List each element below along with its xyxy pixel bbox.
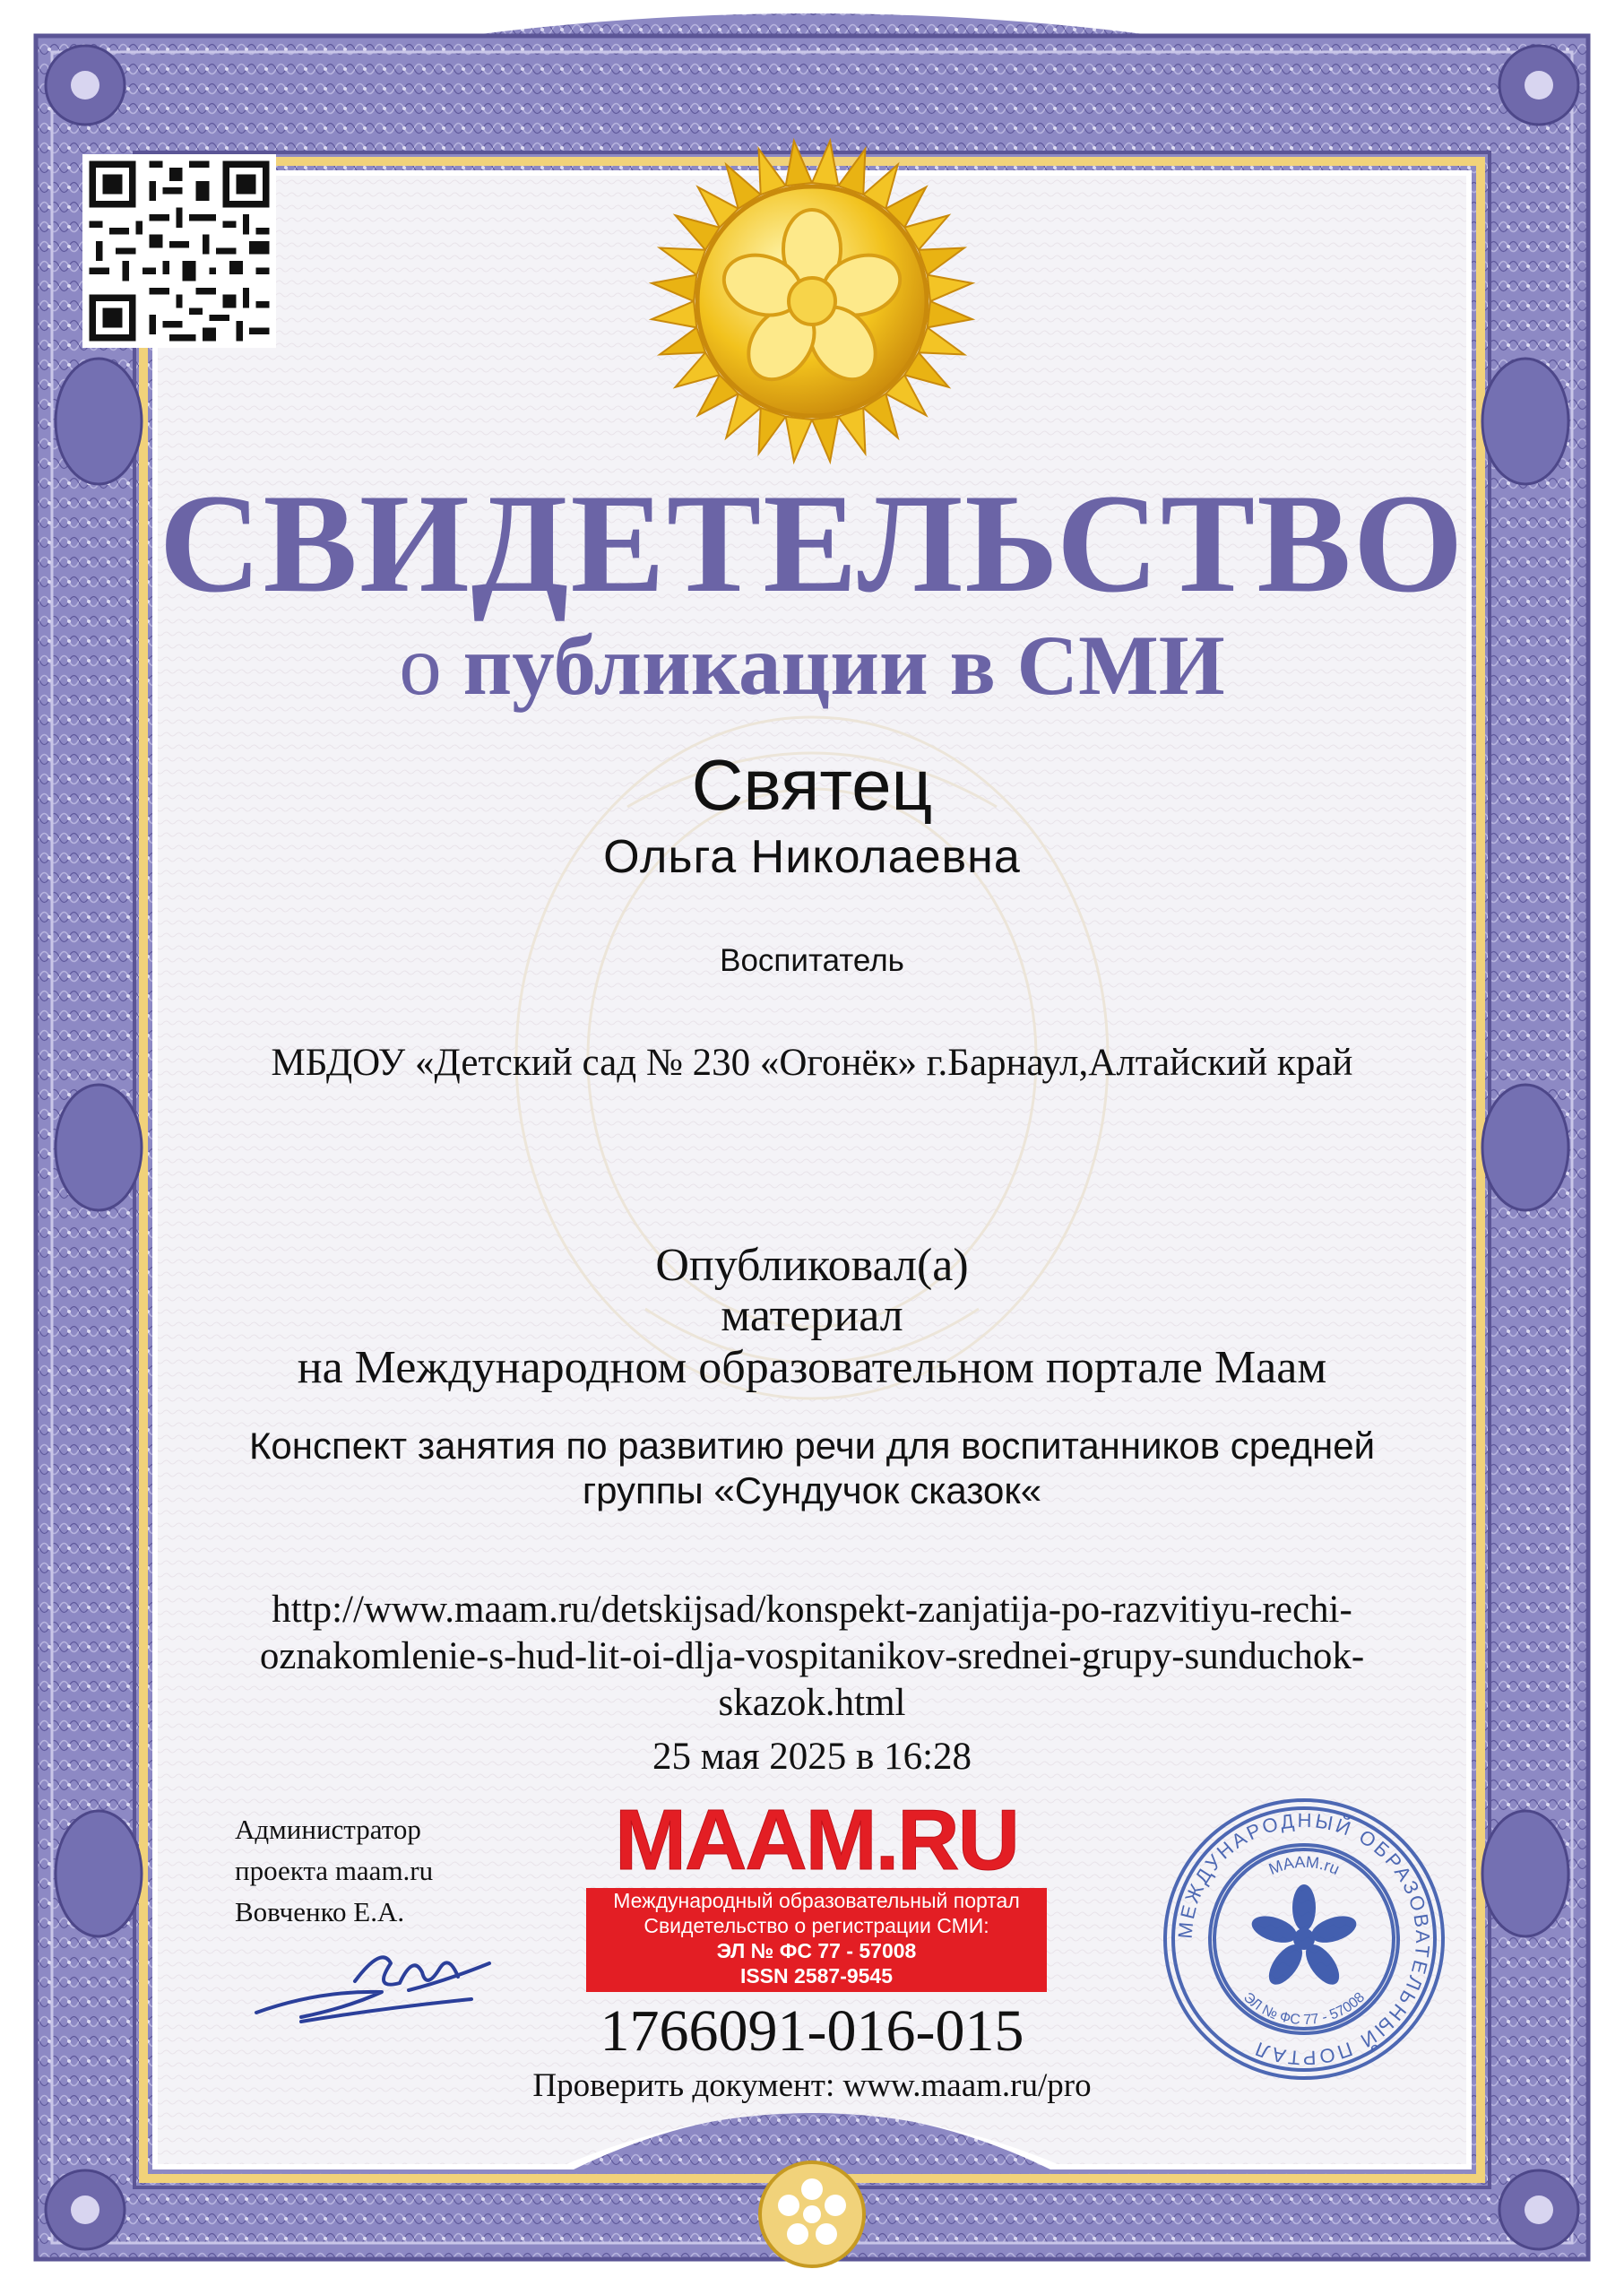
medal-ray bbox=[838, 408, 865, 454]
logo-line-2: Свидетельство о регистрации СМИ: bbox=[644, 1914, 989, 1937]
medal-ray bbox=[919, 248, 964, 275]
recipient-organization: МБДОУ «Детский сад № 230 «Огонёк» г.Барнаул,Алтайский край bbox=[271, 1042, 1353, 1084]
material-url-line-3[interactable]: skazok.html bbox=[718, 1682, 906, 1724]
subtitle-main: публикации в СМИ bbox=[462, 618, 1225, 713]
svg-text:MAAM.ru bbox=[1266, 1853, 1343, 1878]
admin-line-1: Администратор bbox=[235, 1814, 421, 1845]
stamp-inner-text: MAAM.ru bbox=[1266, 1852, 1343, 1879]
medal-ray bbox=[652, 301, 696, 327]
logo-wordmark: MAAM.RU bbox=[615, 1792, 1018, 1888]
logo-line-4: ISSN 2587-9545 bbox=[739, 1964, 894, 1988]
medal-ray bbox=[660, 327, 705, 354]
medal-ray bbox=[660, 248, 705, 275]
logo-line-1: Международный образовательный портал bbox=[613, 1889, 1020, 1912]
registration-number: 1766091-016-015 bbox=[600, 1998, 1024, 2064]
medal-ray bbox=[759, 408, 786, 454]
material-url-line-1[interactable]: http://www.maam.ru/detskijsad/konspekt-zanjatija-po-razvitiyu-rechi- bbox=[272, 1589, 1352, 1631]
certificate-subtitle bbox=[0, 618, 1624, 713]
certificate-title: СВИДЕТЕЛЬСТВО bbox=[159, 465, 1465, 622]
medal-ray bbox=[786, 417, 812, 462]
medal-ray bbox=[812, 417, 838, 462]
admin-block bbox=[235, 1809, 433, 1933]
admin-line-3: Вовченко Е.А. bbox=[235, 1896, 405, 1927]
medal-ray bbox=[812, 141, 838, 186]
material-topic-line-1: Конспект занятия по развитию речи для воспитанников средней bbox=[248, 1425, 1376, 1467]
medal-ray bbox=[759, 149, 786, 195]
verify-link[interactable]: Проверить документ: www.maam.ru/pro bbox=[532, 2067, 1092, 2104]
publication-date: 25 мая 2025 в 16:28 bbox=[652, 1736, 972, 1778]
maam-logo bbox=[586, 1792, 1047, 1992]
material-topic-line-2: группы «Сундучок сказок« bbox=[582, 1469, 1042, 1511]
admin-line-2: проекта maam.ru bbox=[235, 1855, 434, 1886]
subtitle-prefix: о bbox=[399, 618, 442, 713]
medal-ray bbox=[652, 275, 696, 301]
recipient-given-names: Ольга Николаевна bbox=[603, 831, 1021, 883]
medal-ray bbox=[838, 149, 865, 195]
logo-line-3: ЭЛ № ФС 77 - 57008 bbox=[716, 1939, 917, 1962]
stamp-bottom-text: ЭЛ № ФС 77 - 57008 bbox=[1240, 1989, 1369, 2029]
published-line-3: на Международном образовательном портале Маам bbox=[297, 1342, 1327, 1393]
recipient-surname: Святец bbox=[691, 745, 933, 825]
recipient-position: Воспитатель bbox=[720, 943, 904, 978]
medal-ray bbox=[919, 327, 964, 354]
published-line-2: материал bbox=[721, 1290, 903, 1341]
material-url-line-2[interactable]: oznakomlenie-s-hud-lit-oi-dlja-vospitanikov-srednei-grupy-sunduchok- bbox=[259, 1635, 1365, 1677]
medal-ray bbox=[786, 141, 812, 186]
published-line-1: Опубликовал(а) bbox=[655, 1240, 969, 1291]
gold-medal-flower-icon bbox=[645, 134, 979, 468]
stamp-outer-text: МЕЖДУНАРОДНЫЙ ОБРАЗОВАТЕЛЬНЫЙ ПОРТАЛ bbox=[1173, 1808, 1435, 2070]
medal-ray bbox=[928, 301, 972, 327]
logo-info-panel bbox=[586, 1888, 1047, 1992]
medal-ray bbox=[928, 275, 972, 301]
qr-code-icon bbox=[82, 154, 276, 348]
